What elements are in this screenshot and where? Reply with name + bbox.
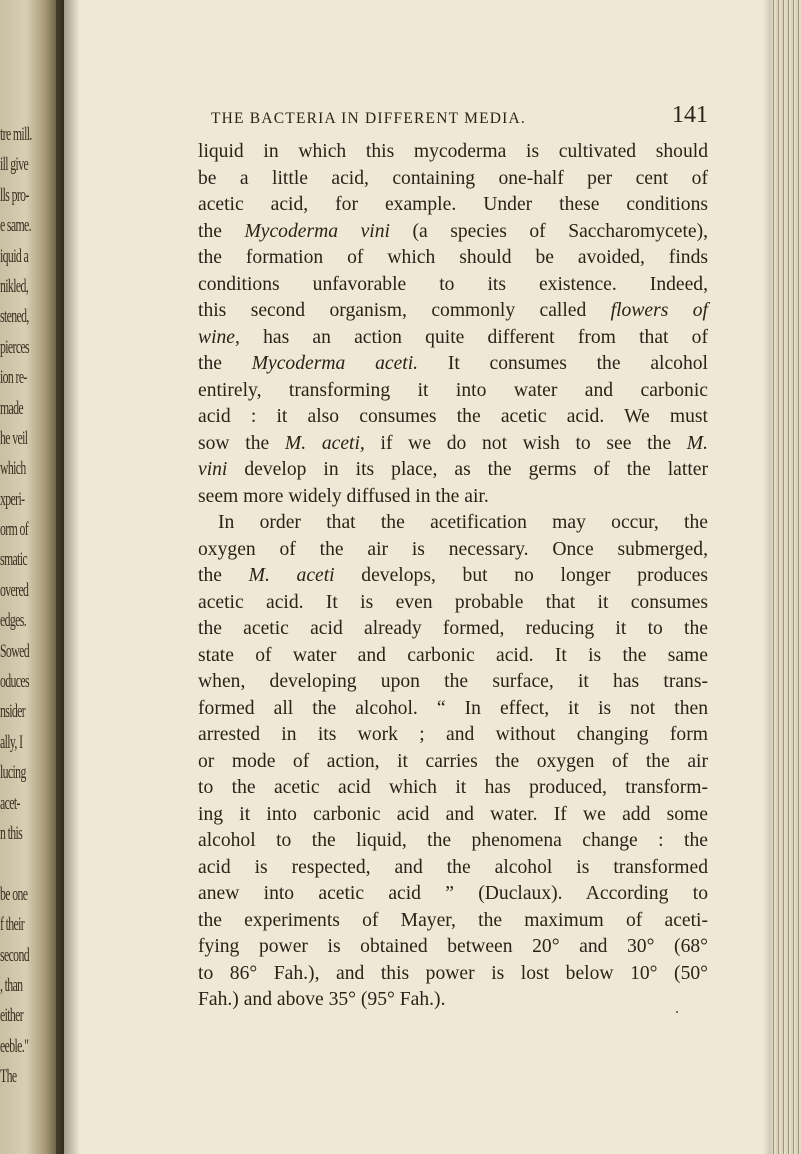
text-run: arrested in its work ; and without changing form xyxy=(198,724,708,745)
text-run: acid is respected, and the alcohol is transformed xyxy=(198,856,708,878)
italic-run: wine, xyxy=(198,326,240,348)
page-stack-edge xyxy=(771,0,801,1154)
facing-page-fragment: pierces xyxy=(0,336,30,358)
running-title: THE BACTERIA IN DIFFERENT MEDIA. xyxy=(211,110,526,127)
text-line xyxy=(198,590,708,617)
text-line xyxy=(198,828,708,855)
text-line xyxy=(198,616,708,643)
facing-page-fragment: he veil xyxy=(0,427,28,449)
text-run: to 86° Fah.), and this power is lost below 10° (50° xyxy=(198,962,708,984)
text-line xyxy=(198,749,708,776)
text-line xyxy=(198,775,708,802)
text-run: seem more widely diffused in the air. xyxy=(198,485,489,507)
text-line xyxy=(198,987,708,1014)
text-run: develop in its place, as the germs of the latter xyxy=(227,459,708,480)
page-number: 141 xyxy=(672,102,708,128)
text-run: the experiments of Mayer, the maximum of aceti- xyxy=(198,909,708,931)
text-line xyxy=(198,961,708,988)
running-head xyxy=(211,100,708,130)
facing-page-fragment: nsider xyxy=(0,701,26,723)
facing-page-fragment: overed xyxy=(0,579,29,601)
facing-page-fragment: Sowed xyxy=(0,640,29,662)
facing-page-fragment xyxy=(0,849,40,879)
text-run: liquid in which this mycoderma is cultivated should xyxy=(198,141,708,162)
text-run: the acetic acid already formed, reducing it to the xyxy=(198,618,708,639)
facing-page-fragment: f their xyxy=(0,914,25,936)
facing-page-fragment: The xyxy=(0,1066,17,1088)
spine-shadow xyxy=(56,0,80,1154)
facing-page-fragment: e same. xyxy=(0,215,31,237)
text-run: to the acetic acid which it has produced, transform- xyxy=(198,777,708,798)
text-line xyxy=(198,669,708,696)
text-line xyxy=(198,908,708,935)
text-run: fying power is obtained between 20° and 30° (68° xyxy=(198,936,708,957)
facing-page-fragment: , than xyxy=(0,974,23,996)
text-run: acetic acid. It is even probable that it consumes xyxy=(198,591,708,613)
text-run: be a little acid, containing one-half per cent of xyxy=(198,167,708,189)
facing-page-fragment: smatic xyxy=(0,549,28,571)
facing-page-fragment: second xyxy=(0,944,29,966)
facing-page-fragment: xperi- xyxy=(0,488,25,510)
text-run: alcohol to the liquid, the phenomena change : the xyxy=(198,830,708,851)
facing-page-fragment: stened, xyxy=(0,306,29,328)
text-line xyxy=(198,484,708,511)
text-run: state of water and carbonic acid. It is the same xyxy=(198,644,708,666)
text-run: the formation of which should be avoided, finds xyxy=(198,247,708,268)
text-run: In order that the acetification may occur, the xyxy=(218,512,708,533)
text-line xyxy=(198,431,708,458)
text-run: It consumes the alcohol xyxy=(418,353,708,374)
facing-page-fragment: ill give xyxy=(0,154,29,176)
facing-page-gutter xyxy=(0,0,64,1154)
italic-run: Mycoderma aceti. xyxy=(251,353,419,374)
facing-page-fragment: ally, I xyxy=(0,731,23,753)
text-run: the xyxy=(198,565,249,586)
text-run: if we do not wish to see the xyxy=(364,432,687,454)
text-run: (a species of Saccharomycete), xyxy=(389,220,709,242)
italic-run: M. aceti xyxy=(248,565,335,586)
facing-page-fragment: ion re- xyxy=(0,367,27,389)
facing-page-fragment: eeble." xyxy=(0,1035,29,1057)
text-line xyxy=(198,934,708,961)
facing-page-fragment: which xyxy=(0,458,26,480)
book-page xyxy=(80,0,771,1154)
facing-page-text-fragments xyxy=(0,120,40,1093)
text-run: formed all the alcohol. “ In effect, it is not then xyxy=(198,697,708,719)
text-line xyxy=(198,855,708,882)
facing-page-fragment: oduces xyxy=(0,671,29,693)
text-line xyxy=(198,245,708,272)
text-run: has an action quite different from that of xyxy=(239,326,708,348)
text-line xyxy=(198,378,708,405)
text-line xyxy=(198,457,708,484)
text-line xyxy=(198,325,708,352)
text-run: ing it into carbonic acid and water. If we add some xyxy=(198,803,708,825)
text-run: the xyxy=(198,220,245,242)
text-line xyxy=(198,139,708,166)
text-run: oxygen of the air is necessary. Once submerged, xyxy=(198,538,708,560)
text-line xyxy=(198,537,708,564)
text-run: conditions unfavorable to its existence. Indeed, xyxy=(198,273,708,295)
text-run: this second organism, commonly called xyxy=(198,300,611,321)
facing-page-fragment: iquid a xyxy=(0,245,29,267)
text-run: or mode of action, it carries the oxygen of the air xyxy=(198,750,708,772)
text-run: anew into acetic acid ” (Duclaux). According to xyxy=(198,883,708,904)
text-line xyxy=(198,881,708,908)
facing-page-fragment: either xyxy=(0,1005,24,1027)
ink-speck xyxy=(676,1011,678,1013)
text-line xyxy=(198,722,708,749)
italic-run: M. aceti, xyxy=(284,432,365,454)
text-line xyxy=(198,510,708,537)
facing-page-fragment: made xyxy=(0,397,24,419)
text-run: develops, but no longer produces xyxy=(334,565,708,586)
body-text xyxy=(198,139,708,1014)
facing-page-fragment: n this xyxy=(0,822,23,844)
facing-page-fragment: lucing xyxy=(0,762,26,784)
text-run: when, developing upon the surface, it has trans- xyxy=(198,671,708,692)
text-run: acid : it also consumes the acetic acid. We must xyxy=(198,406,708,427)
text-line xyxy=(198,643,708,670)
text-line xyxy=(198,272,708,299)
text-run: entirely, transforming it into water and carbonic xyxy=(198,379,708,401)
text-line xyxy=(198,192,708,219)
text-line xyxy=(198,696,708,723)
facing-page-fragment: be one xyxy=(0,883,28,905)
italic-run: Mycoderma vini xyxy=(244,220,390,242)
facing-page-fragment: lls pro- xyxy=(0,184,29,206)
text-line xyxy=(198,298,708,325)
text-line xyxy=(198,351,708,378)
facing-page-fragment: orm of xyxy=(0,519,29,541)
text-line xyxy=(198,404,708,431)
facing-page-fragment: tre mill. xyxy=(0,124,32,145)
facing-page-fragment: nikled, xyxy=(0,275,29,297)
text-run: sow the xyxy=(198,432,285,454)
text-run: acetic acid, for example. Under these conditions xyxy=(198,194,708,215)
text-run: the xyxy=(198,353,252,374)
text-line xyxy=(198,219,708,246)
italic-run: M. xyxy=(686,432,708,454)
italic-run: flowers of xyxy=(610,300,708,321)
text-line xyxy=(198,802,708,829)
facing-page-fragment: acet- xyxy=(0,792,20,814)
text-line xyxy=(198,563,708,590)
italic-run: vini xyxy=(198,459,228,480)
text-run: Fah.) and above 35° (95° Fah.). xyxy=(198,989,446,1010)
text-line xyxy=(198,166,708,193)
facing-page-fragment: edges. xyxy=(0,610,27,632)
